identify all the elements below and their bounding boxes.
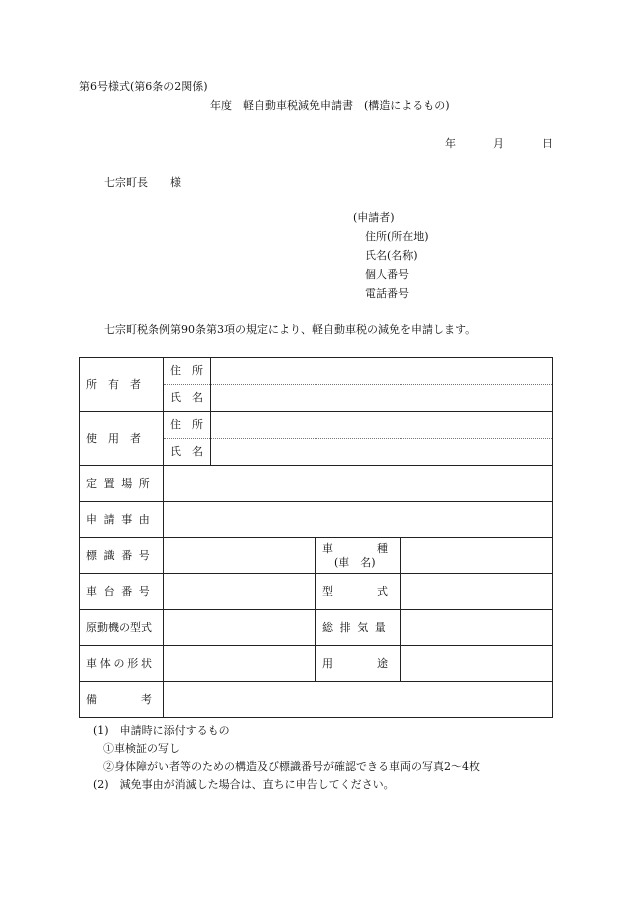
applicant-phone-label: 電話番号 [365, 287, 409, 300]
reason-label: 申請事由 [80, 502, 164, 538]
user-name-label: 氏 名 [164, 439, 211, 466]
owner-label: 所 有 者 [80, 358, 164, 412]
body-shape-label: 車体の形状 [80, 646, 164, 682]
location-label: 定置場所 [80, 466, 164, 502]
model-label: 型 式 [316, 574, 401, 610]
vehicle-type-label-line1: 車 種 [322, 541, 388, 555]
owner-address-label: 住 所 [164, 358, 211, 385]
user-address-label: 住 所 [164, 412, 211, 439]
user-address-field[interactable] [211, 412, 553, 439]
application-form-table [79, 357, 553, 718]
engine-model-label: 原動機の型式 [80, 610, 164, 646]
remarks-field[interactable] [164, 682, 553, 718]
note-2: (2) 減免事由が消滅した場合は、直ちに申告してください。 [93, 778, 395, 791]
usage-field[interactable] [401, 646, 553, 682]
vehicle-type-label [316, 538, 401, 574]
application-statement: 七宗町税条例第90条第3項の規定により、軽自動車税の減免を申請します。 [104, 323, 477, 336]
note-1b: ②身体障がい者等のための構造及び標識番号が確認できる車両の写真2～4枚 [103, 760, 480, 773]
addressee: 七宗町長 様 [104, 176, 181, 189]
plate-number-field[interactable] [164, 538, 316, 574]
vehicle-type-field[interactable] [401, 538, 553, 574]
applicant-address-label: 住所(所在地) [365, 230, 429, 243]
user-name-field[interactable] [211, 439, 553, 466]
note-1a: ①車検証の写し [103, 742, 180, 755]
reason-field[interactable] [164, 502, 553, 538]
vehicle-type-label-line2: (車 名) [334, 555, 376, 569]
displacement-label: 総排気量 [316, 610, 401, 646]
displacement-field[interactable] [401, 610, 553, 646]
chassis-number-field[interactable] [164, 574, 316, 610]
owner-name-label: 氏 名 [164, 385, 211, 412]
date-day-label: 日 [542, 137, 553, 150]
form-number: 第6号様式(第6条の2関係) [79, 80, 208, 93]
chassis-number-label: 車台番号 [80, 574, 164, 610]
body-shape-field[interactable] [164, 646, 316, 682]
owner-name-field[interactable] [211, 385, 553, 412]
form-title: 年度 軽自動車税減免申請書 (構造によるもの) [210, 99, 450, 112]
note-1: (1) 申請時に添付するもの [93, 724, 230, 737]
applicant-personal-number-label: 個人番号 [365, 268, 409, 281]
date-year-label: 年 [445, 137, 456, 150]
plate-number-label: 標識番号 [80, 538, 164, 574]
applicant-name-label: 氏名(名称) [365, 249, 418, 262]
model-field[interactable] [401, 574, 553, 610]
owner-address-field[interactable] [211, 358, 553, 385]
date-month-label: 月 [493, 137, 504, 150]
remarks-label: 備 考 [80, 682, 164, 718]
engine-model-field[interactable] [164, 610, 316, 646]
applicant-heading: (申請者) [353, 211, 395, 224]
user-label: 使 用 者 [80, 412, 164, 466]
usage-label: 用 途 [316, 646, 401, 682]
location-field[interactable] [164, 466, 553, 502]
